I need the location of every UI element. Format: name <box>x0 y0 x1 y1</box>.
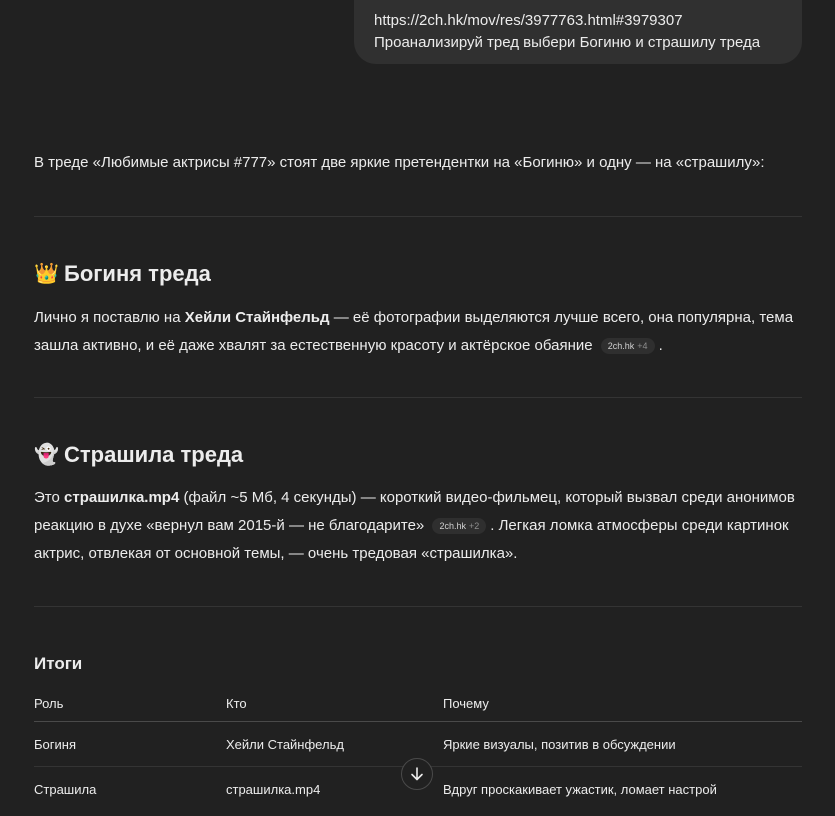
divider <box>34 216 802 217</box>
table-cell: Богиня <box>34 722 226 767</box>
summary-title: Итоги <box>34 654 83 673</box>
crown-icon: 👑 <box>34 263 59 285</box>
goddess-title: Богиня треда <box>64 261 211 286</box>
response-intro: В треде «Любимые актрисы #777» стоят две яркие претендентки на «Богиню» и одну — на «страшилу»: <box>34 154 765 171</box>
table-header-row <box>34 692 802 722</box>
scary-paragraph <box>34 484 802 568</box>
divider <box>34 606 802 607</box>
chip-source: 2ch.hk <box>439 521 466 531</box>
table-cell: страшилка.mp4 <box>226 781 321 797</box>
user-message-text: Проанализируй тред выбери Богиню и страшилу треда <box>374 34 761 51</box>
table-cell: Вдруг проскакивает ужастик, ломает настрой <box>443 781 717 797</box>
goddess-paragraph <box>34 304 802 360</box>
ghost-icon: 👻 <box>34 444 59 466</box>
goddess-source-chip[interactable] <box>601 338 655 354</box>
table-cell: Хейли Стайнфельд <box>226 722 443 767</box>
scary-text-before: Это <box>34 489 64 506</box>
table-cell: Яркие визуалы, позитив в обсуждении <box>443 722 802 767</box>
chip-count: +2 <box>468 521 480 531</box>
chip-count: +4 <box>637 341 648 351</box>
scary-source-chip[interactable] <box>432 518 486 534</box>
header-role: Роль <box>34 692 226 722</box>
summary-table <box>34 692 802 811</box>
goddess-text-end: . <box>658 337 663 354</box>
goddess-heading <box>34 260 211 288</box>
header-who: Кто <box>226 692 443 722</box>
chip-source: 2ch.hk <box>607 341 635 351</box>
goddess-text-before: Лично я поставлю на <box>34 309 185 326</box>
scary-text-after: (файл ~5 Мб, 4 секунды) — короткий видео-фильмец, который вызвал среди анонимов реакцию в духе «вернул вам 2015-й — не благодарите» <box>34 489 795 534</box>
header-why: Почему <box>443 692 802 722</box>
scroll-to-bottom-button[interactable] <box>401 758 433 790</box>
scary-text-end: . Легкая ломка атмосферы среди картинок актрис, отвлекая от основной темы, — очень тредовая «страшилка». <box>34 517 789 562</box>
user-message-bubble <box>354 0 802 64</box>
assistant-response <box>34 150 802 797</box>
table-cell: Страшила <box>34 781 97 797</box>
arrow-down-icon <box>409 766 425 782</box>
scary-heading <box>34 441 243 469</box>
goddess-name: Хейли Стайнфельд <box>184 309 330 326</box>
scary-name: страшилка.mp4 <box>64 489 180 506</box>
divider <box>34 397 802 398</box>
goddess-text-after: — её фотографии выделяются лучше всего, она популярна, тема зашла активно, и её даже хвалят за естественную красоту и актёрское обаяние <box>34 309 794 354</box>
scary-title: Страшила треда <box>64 442 244 467</box>
user-message-link: https://2ch.hk/mov/res/3977763.html#3979307 <box>374 12 683 29</box>
